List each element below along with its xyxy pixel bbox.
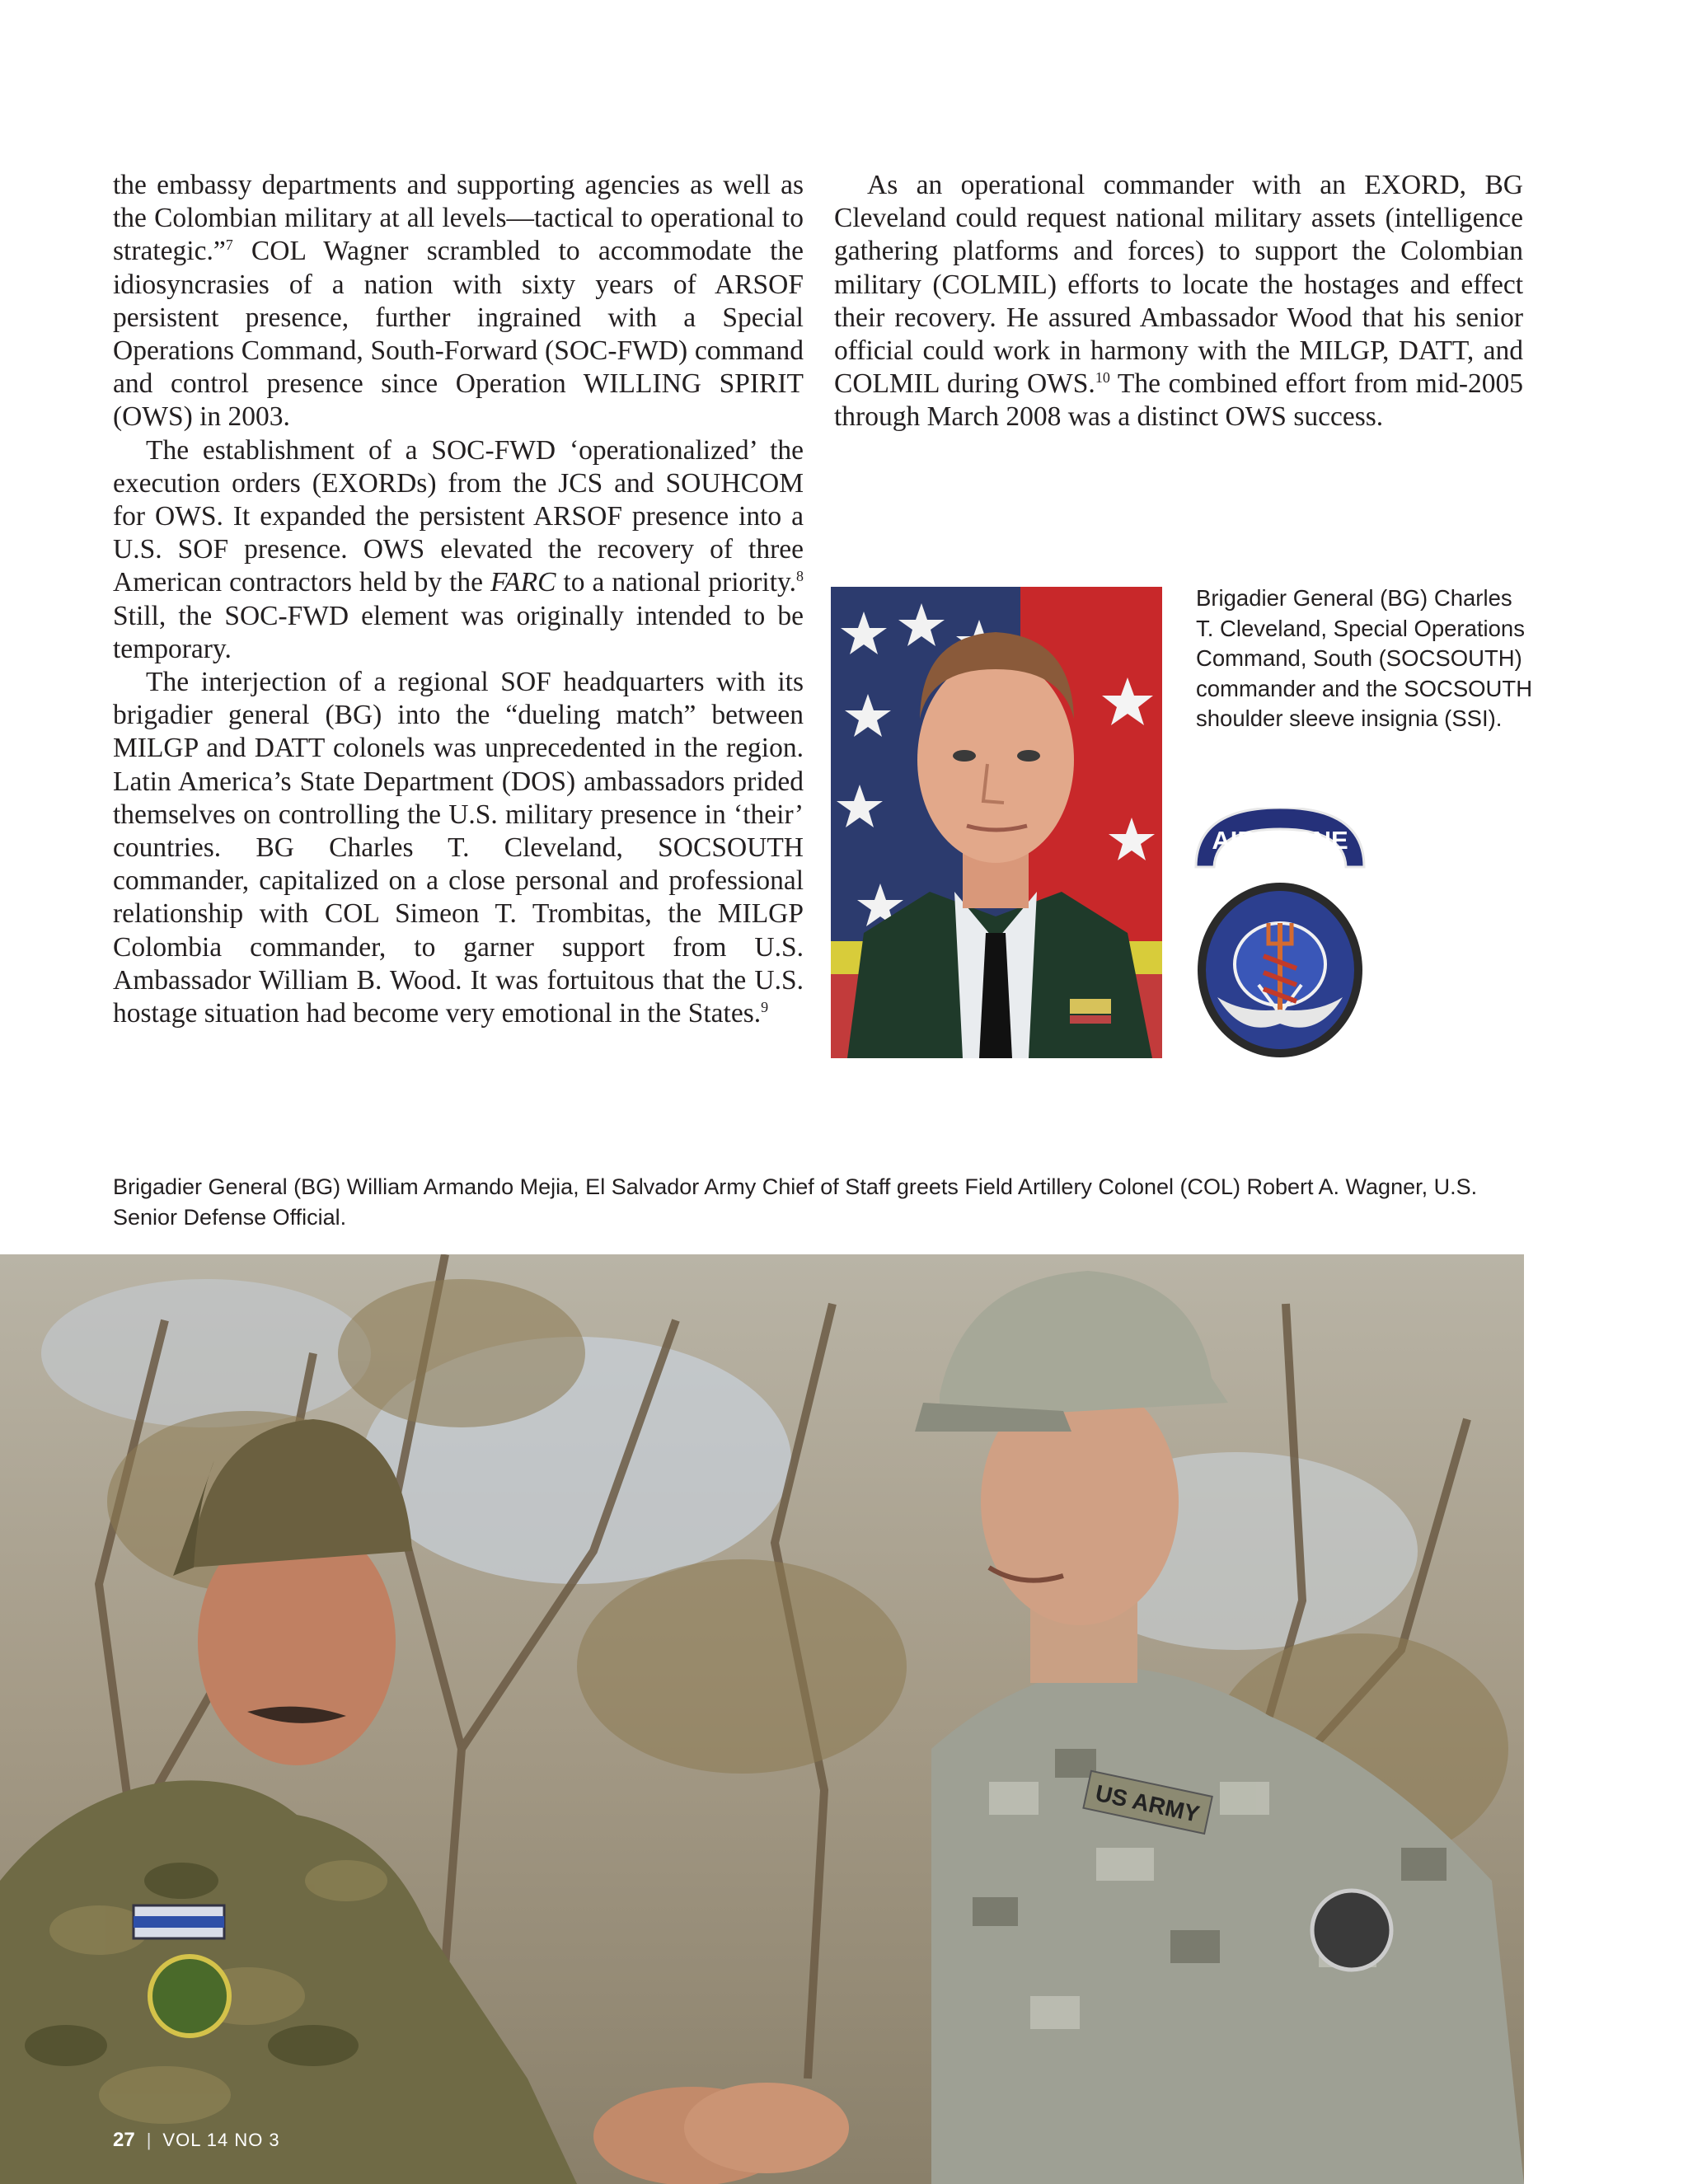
paragraph: the embassy departments and supporting agencies as well as the Colombian military at all levels—tactical to operational to strategic.”$^7$ COL Wagner scrambled to accommodate the idiosyncrasies of a nation with sixty years of ARSOF persistent presence, further ingrained with a Special Operations Command, South-Forward (SOC-FWD) command and control presence since Operation WILLING SPIRIT (OWS) in 2003. [113, 170, 804, 433]
article-column-right [834, 169, 1523, 434]
portrait-caption: Brigadier General (BG) Charles T. Cleveland, Special Operations Command, South (SOCSOUTH) commander and the SOCSOUTH shoulder sleeve insignia (SSI). [1196, 585, 1533, 731]
photo-caption: Brigadier General (BG) William Armando Mejia, El Salvador Army Chief of Staff greets Field Artillery Colonel (COL) Robert A. Wagner, U.S. Senior Defense Official. [113, 1174, 1478, 1230]
footnote-ref: 9 [761, 998, 769, 1015]
ssi-patch-icon [1193, 808, 1367, 1060]
paragraph: The establishment of a SOC-FWD ‘operationalized’ the execution orders (EXORDs) from the JCS and SOUHCOM for OWS. It expanded the persistent ARSOF presence into a U.S. SOF presence. OWS elevated the recovery of three American contractors held by the FARC to a national priority.$^8$ Still, the SOC-FWD element was originally intended to be temporary. [113, 434, 804, 664]
footer-divider: | [146, 2130, 152, 2150]
article-column-left [113, 169, 804, 1030]
portrait-photo [831, 587, 1162, 1058]
issue-label: VOL 14 NO 3 [162, 2130, 280, 2150]
us-army-tape-label: US ARMY [1093, 1779, 1203, 1827]
handshake-photo [0, 1254, 1524, 2184]
page-footer [113, 2129, 280, 2152]
page-number: 27 [113, 2129, 135, 2151]
footnote-ref: 7 [225, 237, 233, 254]
airborne-tab-label: AIRBORNE [1212, 826, 1348, 855]
footnote-ref: 10 [1095, 369, 1110, 387]
footnote-ref: 8 [796, 568, 804, 585]
paragraph: As an operational commander with an EXORD, BG Cleveland could request national military assets (intelligence gathering platforms and forces) to support the Colombian military (COLMIL) efforts to locate the hostages and effect their recovery. He assured Ambassador Wood that his senior official could work in harmony with the MILGP, DATT, and COLMIL during OWS.$^{10}$ The combined effort from mid-2005 through March 2008 was a distinct OWS success. [834, 170, 1523, 433]
paragraph: The interjection of a regional SOF headquarters with its brigadier general (BG) into the “dueling match” between MILGP and DATT colonels was unprecedented in the region. Latin America’s State Department (DOS) ambassadors prided themselves on controlling the U.S. military presence in ‘their’ countries. BG Charles T. Cleveland, SOCSOUTH commander, capitalized on a close personal and professional relationship with COL Simeon T. Trombitas, the MILGP Colombia commander, to garner support from U.S. Ambassador William B. Wood. It was fortuitous that the U.S. hostage situation had become very emotional in the States.$^9$ [113, 667, 804, 1029]
